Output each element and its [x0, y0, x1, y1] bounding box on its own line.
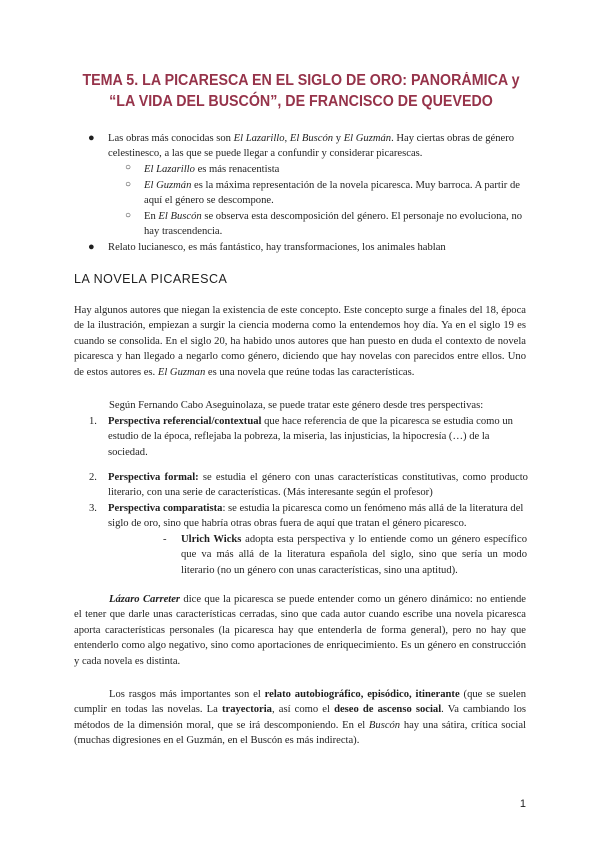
- bullet-dot: ●: [88, 132, 95, 144]
- page-number: 1: [519, 798, 526, 810]
- list-item: Perspectiva referencial/contextual que hace referencia de que la picaresca se estudia como un estudio de la época, reflejaba la pobreza, la miseria, las injusticias, la hipocresía (…) de la sociedad.: [108, 416, 513, 458]
- dash-marker: -: [163, 534, 167, 545]
- sub-bullet-circle: ○: [125, 162, 132, 173]
- list-item: Perspectiva comparatista: se estudia la picaresca como un fenómeno más allá de la literatura del siglo de oro, sino que habría otras obras fuera de aquí que tratan el género picaresco.: [108, 503, 524, 530]
- paragraph: Lázaro Carreter dice que la picaresca se puede entender como un género dinámico: no entiende el tener que darle unas características cerradas, sino que cada autor cuando escribe una novela picaresca aporta características personales (la picaresca hay que entenderla de forma general), pero no hay que entenderlo como algo negativo, sino como aportaciones de enriquecimiento. Es un género en construcción y cada novela es distinta.: [74, 594, 526, 667]
- list-number: 2.: [89, 472, 97, 483]
- sub-list-item: Ulrich Wicks adopta esta perspectiva y lo entiende como un género específico que va más allá de la literatura española del siglo, sino que sería un modo literario (no un género con unas características, sino una aptitud).: [181, 534, 527, 576]
- bullet-item: Relato lucianesco, es más fantástico, hay transformaciones, los animales hablan: [108, 242, 446, 253]
- bullet-dot: ●: [88, 241, 95, 253]
- section-heading: LA NOVELA PICARESCA: [74, 272, 228, 286]
- bullet-item: Las obras más conocidas son El Lazarillo, El Buscón y El Guzmán. Hay ciertas obras de género celestinesco, a las que se puede llegar a confundir y considerar picarescas.: [108, 133, 515, 160]
- sub-bullet-circle: ○: [125, 210, 132, 221]
- sub-bullet-item: El Guzmán es la máxima representación de la novela picaresca. Muy barroca. A partir de aquí el género se descompone.: [144, 180, 520, 207]
- sub-bullet-circle: ○: [125, 179, 132, 190]
- list-number: 1.: [89, 416, 97, 427]
- list-number: 3.: [89, 503, 97, 514]
- document-title: TEMA 5. LA PICARESCA EN EL SIGLO DE ORO: PANORÁMICA y “LA VIDA DEL BUSCÓN”, DE FRANCISCO DE QUEVEDO: [82, 72, 520, 110]
- paragraph: Hay algunos autores que niegan la existencia de este concepto. Este concepto surge a finales del 18, época de la ilustración, empiezan a surgir la ciencia moderna como la entendemos hoy día. Ya en el siglo 19 es cuando se consolida. En el siglo 20, ha habido unos autores que han puesto en duda el contexto de novela picaresca y han llegado a negarlo como género, diciendo que hay novelas con parecidos entre ellos. Uno de estos autores es. El Guzman es una novela que reúne todas las características.: [74, 305, 526, 378]
- sub-bullet-item: El Lazarillo es más renacentista: [144, 164, 280, 175]
- paragraph: Según Fernando Cabo Aseguinolaza, se puede tratar este género desde tres perspectivas:: [109, 400, 484, 411]
- paragraph: Los rasgos más importantes son el relato autobiográfico, episódico, itinerante (que se suelen cumplir en todas las novelas. La trayectoria, así como el deseo de ascenso social. Va cambiando los métodos de la dimensión moral, que se irá descomponiendo. En el Buscón hay una sátira, crítica social (muchas digresiones en el Guzmán, en el Buscón es más indirecta).: [74, 689, 527, 747]
- sub-bullet-item: En El Buscón se observa esta descomposición del género. El personaje no evoluciona, no hay trascendencia.: [144, 211, 523, 238]
- list-item: Perspectiva formal: se estudia el género con unas características constitutivas, como producto literario, con una serie de características. (Más interesante según el profesor): [108, 472, 528, 499]
